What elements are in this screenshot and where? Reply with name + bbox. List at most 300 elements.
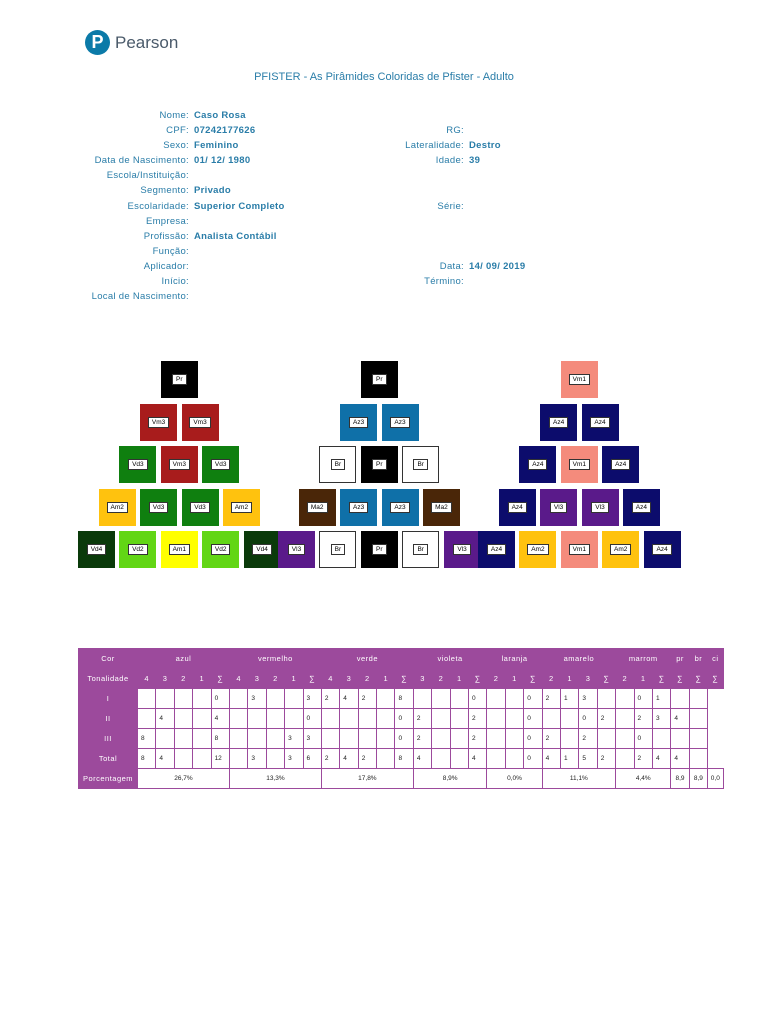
header-color-cell: marrom [616, 649, 671, 669]
header-color-cell: br [689, 649, 707, 669]
table-cell [432, 709, 450, 729]
report-title: PFISTER - As Pirâmides Coloridas de Pfister - Adulto [254, 71, 514, 83]
block-code: Az4 [632, 502, 651, 513]
table-cell [193, 689, 211, 709]
header-tonality-cell: 2 [432, 669, 450, 689]
table-cell [266, 709, 284, 729]
block-code: Az4 [652, 544, 671, 555]
label-escolaridade: Escolaridade: [127, 201, 189, 212]
header-tonality-cell: 4 [138, 669, 156, 689]
block-code: Vl3 [591, 502, 608, 513]
table-cell [266, 689, 284, 709]
header-tonality-cell: Tonalidade [79, 669, 138, 689]
table-cell [358, 729, 376, 749]
percent-cell: 4,4% [616, 769, 671, 789]
table-cell [487, 709, 505, 729]
percent-cell: 8,9 [689, 769, 707, 789]
block-code: Vd3 [211, 459, 231, 470]
header-tonality-cell: 4 [321, 669, 339, 689]
table-cell [542, 709, 560, 729]
pyramid-block [78, 531, 115, 568]
block-code: Vd4 [87, 544, 107, 555]
block-code: Pr [372, 544, 387, 555]
block-code: Az3 [390, 502, 409, 513]
table-cell: 4 [652, 749, 670, 769]
row-label: III [79, 729, 138, 749]
table-cell: 2 [579, 729, 597, 749]
pyramid-block [519, 531, 556, 568]
pyramid-block [319, 446, 356, 483]
table-cell [505, 729, 523, 749]
block-code: Vl3 [288, 544, 305, 555]
table-cell [560, 709, 578, 729]
header-tonality-cell: 2 [358, 669, 376, 689]
table-cell [174, 709, 192, 729]
value-cpf: 07242177626 [194, 125, 256, 136]
table-cell: 0 [634, 729, 652, 749]
table-row [79, 729, 724, 749]
value-idade: 39 [469, 155, 481, 166]
table-row [79, 709, 724, 729]
header-tonality-cell: ∑ [597, 669, 615, 689]
row-empresa [0, 216, 768, 231]
row-label: Total [79, 749, 138, 769]
row-inicio [0, 276, 768, 291]
pyramid-block [382, 404, 419, 441]
label-profissao: Profissão: [143, 231, 189, 242]
table-cell [432, 749, 450, 769]
pyramid-block [423, 489, 460, 526]
header-color-cell: verde [321, 649, 413, 669]
table-cell [432, 729, 450, 749]
block-code: Vl3 [550, 502, 567, 513]
percent-cell: 11,1% [542, 769, 616, 789]
row-segmento [0, 185, 768, 200]
header-tonality-cell: ∑ [671, 669, 689, 689]
table-cell [193, 749, 211, 769]
table-cell [377, 689, 395, 709]
table-cell [285, 709, 303, 729]
table-cell: 3 [652, 709, 670, 729]
percent-row [79, 769, 724, 789]
header-tonality-row [79, 669, 724, 689]
value-data: 14/ 09/ 2019 [469, 261, 526, 272]
row-local [0, 291, 768, 306]
block-code: Vd2 [211, 544, 231, 555]
label-rg: RG: [446, 125, 464, 136]
table-cell [616, 729, 634, 749]
block-code: Az4 [549, 417, 568, 428]
pyramid-block [119, 531, 156, 568]
header-tonality-cell: 1 [505, 669, 523, 689]
header-tonality-cell: 3 [248, 669, 266, 689]
table-cell: 0 [524, 729, 542, 749]
pyramid-block [340, 489, 377, 526]
row-profissao [0, 231, 768, 246]
table-cell: 0 [395, 729, 413, 749]
header-color-cell: azul [138, 649, 230, 669]
table-cell: 3 [303, 729, 321, 749]
table-cell [377, 729, 395, 749]
row-nascimento [0, 155, 768, 170]
row-escola [0, 170, 768, 185]
table-cell: 4 [340, 749, 358, 769]
pyramid-block [223, 489, 260, 526]
table-cell: 1 [652, 689, 670, 709]
table-cell: 0 [211, 689, 229, 709]
label-termino: Término: [424, 276, 464, 287]
table-cell: 8 [211, 729, 229, 749]
block-code: Pr [372, 459, 387, 470]
header-tonality-cell: 1 [450, 669, 468, 689]
table-cell [450, 749, 468, 769]
table-cell: 2 [542, 729, 560, 749]
table-cell [229, 709, 247, 729]
table-cell: 2 [358, 689, 376, 709]
table-cell: 2 [542, 689, 560, 709]
label-nome: Nome: [159, 110, 189, 121]
percent-cell: 0,0% [487, 769, 542, 789]
table-cell [616, 749, 634, 769]
pearson-logo [85, 30, 178, 55]
table-cell [597, 689, 615, 709]
pyramid-block [278, 531, 315, 568]
table-cell [321, 709, 339, 729]
header-tonality-cell: ∑ [689, 669, 707, 689]
table-cell: 2 [634, 749, 652, 769]
pyramid-block [478, 531, 515, 568]
pyramid-block [561, 361, 598, 398]
row-label: I [79, 689, 138, 709]
table-cell [285, 689, 303, 709]
pyramid-block [244, 531, 281, 568]
table-cell: 0 [469, 689, 487, 709]
pyramid-block [519, 446, 556, 483]
row-sexo [0, 140, 768, 155]
pyramid-block [99, 489, 136, 526]
pyramid-block [623, 489, 660, 526]
block-code: Vm3 [148, 417, 169, 428]
table-cell: 2 [597, 749, 615, 769]
table-cell [560, 729, 578, 749]
table-cell [248, 709, 266, 729]
pyramid-block [444, 531, 481, 568]
table-cell [340, 709, 358, 729]
table-cell [450, 709, 468, 729]
table-cell: 4 [671, 749, 689, 769]
pyramid-block [340, 404, 377, 441]
header-tonality-cell: ∑ [211, 669, 229, 689]
header-color-cell: amarelo [542, 649, 616, 669]
block-code: Vm1 [569, 374, 590, 385]
value-escolaridade: Superior Completo [194, 201, 285, 212]
header-tonality-cell: 2 [542, 669, 560, 689]
pyramid-block [161, 361, 198, 398]
table-cell: 3 [248, 689, 266, 709]
percent-cell: 8,9 [671, 769, 689, 789]
block-code: Az3 [349, 417, 368, 428]
table-cell [671, 689, 689, 709]
table-cell [193, 709, 211, 729]
label-segmento: Segmento: [140, 185, 189, 196]
value-nascimento: 01/ 12/ 1980 [194, 155, 251, 166]
table-cell [138, 689, 156, 709]
pyramid-block [319, 531, 356, 568]
block-code: Br [331, 544, 346, 555]
header-tonality-cell: 1 [560, 669, 578, 689]
label-local: Local de Nascimento: [91, 291, 189, 302]
table-cell: 8 [395, 689, 413, 709]
table-cell [432, 689, 450, 709]
table-cell [156, 689, 174, 709]
row-cpf [0, 125, 768, 140]
table-cell: 2 [597, 709, 615, 729]
label-sexo: Sexo: [163, 140, 189, 151]
pyramid-block [540, 404, 577, 441]
table-cell: 3 [248, 749, 266, 769]
table-cell: 2 [469, 709, 487, 729]
percent-label: Porcentagem [79, 769, 138, 789]
pyramid-block [161, 531, 198, 568]
table-cell [487, 689, 505, 709]
block-code: Ma2 [307, 502, 328, 513]
header-tonality-cell: 4 [229, 669, 247, 689]
table-cell: 0 [579, 709, 597, 729]
table-cell [689, 709, 707, 729]
table-cell [340, 729, 358, 749]
percent-cell: 17,8% [321, 769, 413, 789]
pyramid-block [361, 446, 398, 483]
table-cell [597, 729, 615, 749]
block-code: Vd3 [149, 502, 169, 513]
table-cell [505, 749, 523, 769]
header-tonality-cell: ∑ [708, 669, 723, 689]
header-tonality-cell: 3 [156, 669, 174, 689]
row-aplicador [0, 261, 768, 276]
pyramid-block [140, 489, 177, 526]
table-cell: 4 [340, 689, 358, 709]
pyramid-block [182, 404, 219, 441]
table-cell: 8 [395, 749, 413, 769]
header-tonality-cell: 3 [413, 669, 431, 689]
value-profissao: Analista Contábil [194, 231, 277, 242]
pyramid-block [182, 489, 219, 526]
table-cell [358, 709, 376, 729]
table-cell: 3 [285, 749, 303, 769]
table-cell [505, 709, 523, 729]
pyramid-block [119, 446, 156, 483]
label-aplicador: Aplicador: [143, 261, 189, 272]
header-colors-row [79, 649, 724, 669]
table-cell [229, 689, 247, 709]
block-code: Vm3 [169, 459, 190, 470]
block-code: Ma2 [431, 502, 452, 513]
header-color-cell: ci [708, 649, 723, 669]
block-code: Am2 [107, 502, 128, 513]
row-funcao [0, 246, 768, 261]
header-tonality-cell: 3 [340, 669, 358, 689]
percent-cell: 0,0 [708, 769, 723, 789]
pyramid-block [561, 446, 598, 483]
table-cell: 4 [671, 709, 689, 729]
table-cell [229, 729, 247, 749]
pyramid-block [602, 531, 639, 568]
table-cell: 3 [303, 689, 321, 709]
table-cell: 8 [138, 749, 156, 769]
table-cell: 0 [395, 709, 413, 729]
pyramid-block [644, 531, 681, 568]
pyramid-block [540, 489, 577, 526]
table-cell: 4 [211, 709, 229, 729]
table-cell: 2 [321, 689, 339, 709]
pyramid-block [582, 489, 619, 526]
block-code: Vm1 [569, 459, 590, 470]
block-code: Br [413, 544, 428, 555]
table-cell: 8 [138, 729, 156, 749]
table-cell [671, 729, 689, 749]
block-code: Az3 [390, 417, 409, 428]
pyramid-block [402, 446, 439, 483]
pyramid-block [561, 531, 598, 568]
block-code: Vl3 [453, 544, 470, 555]
table-cell: 0 [524, 709, 542, 729]
block-code: Az4 [487, 544, 506, 555]
row-label: II [79, 709, 138, 729]
table-cell: 0 [634, 689, 652, 709]
block-code: Az3 [349, 502, 368, 513]
table-cell: 2 [358, 749, 376, 769]
table-cell: 4 [542, 749, 560, 769]
label-serie: Série: [437, 201, 464, 212]
table-row [79, 689, 724, 709]
table-cell [266, 749, 284, 769]
header-tonality-cell: ∑ [303, 669, 321, 689]
table-cell [689, 689, 707, 709]
percent-cell: 8,9% [413, 769, 487, 789]
table-cell [450, 689, 468, 709]
table-cell [229, 749, 247, 769]
table-cell [487, 749, 505, 769]
table-cell: 2 [469, 729, 487, 749]
percent-cell: 26,7% [138, 769, 230, 789]
value-sexo: Feminino [194, 140, 239, 151]
header-tonality-cell: 3 [579, 669, 597, 689]
pyramid-block [602, 446, 639, 483]
block-code: Az4 [508, 502, 527, 513]
table-cell: 2 [413, 729, 431, 749]
header-tonality-cell: 2 [487, 669, 505, 689]
value-segmento: Privado [194, 185, 231, 196]
table-cell [652, 729, 670, 749]
label-lateralidade: Lateralidade: [405, 140, 464, 151]
pearson-logo-icon: P [85, 30, 110, 55]
label-escola: Escola/Instituição: [106, 170, 189, 181]
header-color-cell: laranja [487, 649, 542, 669]
block-code: Am1 [169, 544, 190, 555]
table-cell: 3 [285, 729, 303, 749]
block-code: Am2 [527, 544, 548, 555]
table-cell: 12 [211, 749, 229, 769]
pyramid-block [140, 404, 177, 441]
block-code: Br [413, 459, 428, 470]
block-code: Az4 [590, 417, 609, 428]
table-cell: 2 [321, 749, 339, 769]
table-cell [377, 749, 395, 769]
pyramid-block [361, 531, 398, 568]
table-cell: 3 [579, 689, 597, 709]
table-cell [174, 689, 192, 709]
table-cell [138, 709, 156, 729]
block-code: Vd3 [190, 502, 210, 513]
brand-name: Pearson [115, 32, 179, 52]
label-data: Data: [439, 261, 464, 272]
table-cell [505, 689, 523, 709]
table-cell [174, 729, 192, 749]
table-cell [616, 689, 634, 709]
pyramid-block [361, 361, 398, 398]
table-cell: 5 [579, 749, 597, 769]
header-color-cell: Cor [79, 649, 138, 669]
label-empresa: Empresa: [145, 216, 189, 227]
block-code: Vm1 [569, 544, 590, 555]
table-cell: 1 [560, 689, 578, 709]
table-cell [487, 729, 505, 749]
pyramid-block [161, 446, 198, 483]
block-code: Br [331, 459, 346, 470]
table-cell [156, 729, 174, 749]
block-code: Vm3 [189, 417, 210, 428]
table-cell: 4 [156, 709, 174, 729]
header-tonality-cell: 2 [174, 669, 192, 689]
value-nome: Caso Rosa [194, 110, 246, 121]
header-tonality-cell: ∑ [469, 669, 487, 689]
block-code: Vd4 [252, 544, 272, 555]
label-cpf: CPF: [166, 125, 189, 136]
table-cell: 0 [524, 749, 542, 769]
block-code: Pr [372, 374, 387, 385]
table-cell: 2 [413, 709, 431, 729]
table-cell [174, 749, 192, 769]
header-tonality-cell: 1 [377, 669, 395, 689]
header-tonality-cell: 1 [634, 669, 652, 689]
table-cell: 1 [560, 749, 578, 769]
results-table [78, 648, 724, 789]
header-tonality-cell: 1 [285, 669, 303, 689]
table-cell [616, 709, 634, 729]
label-idade: Idade: [435, 155, 464, 166]
header-tonality-cell: ∑ [652, 669, 670, 689]
block-code: Az4 [528, 459, 547, 470]
pyramid-block [499, 489, 536, 526]
block-code: Vd3 [128, 459, 148, 470]
label-funcao: Função: [152, 246, 189, 257]
percent-cell: 13,3% [229, 769, 321, 789]
table-row [79, 749, 724, 769]
header-tonality-cell: 1 [193, 669, 211, 689]
table-cell [193, 729, 211, 749]
pyramid-block [299, 489, 336, 526]
table-cell [321, 729, 339, 749]
table-cell: 4 [156, 749, 174, 769]
header-color-cell: vermelho [229, 649, 321, 669]
block-code: Am2 [231, 502, 252, 513]
table-cell: 0 [524, 689, 542, 709]
table-cell [413, 689, 431, 709]
pyramid-block [582, 404, 619, 441]
table-cell [689, 729, 707, 749]
table-cell: 2 [634, 709, 652, 729]
label-nascimento: Data de Nascimento: [94, 155, 189, 166]
